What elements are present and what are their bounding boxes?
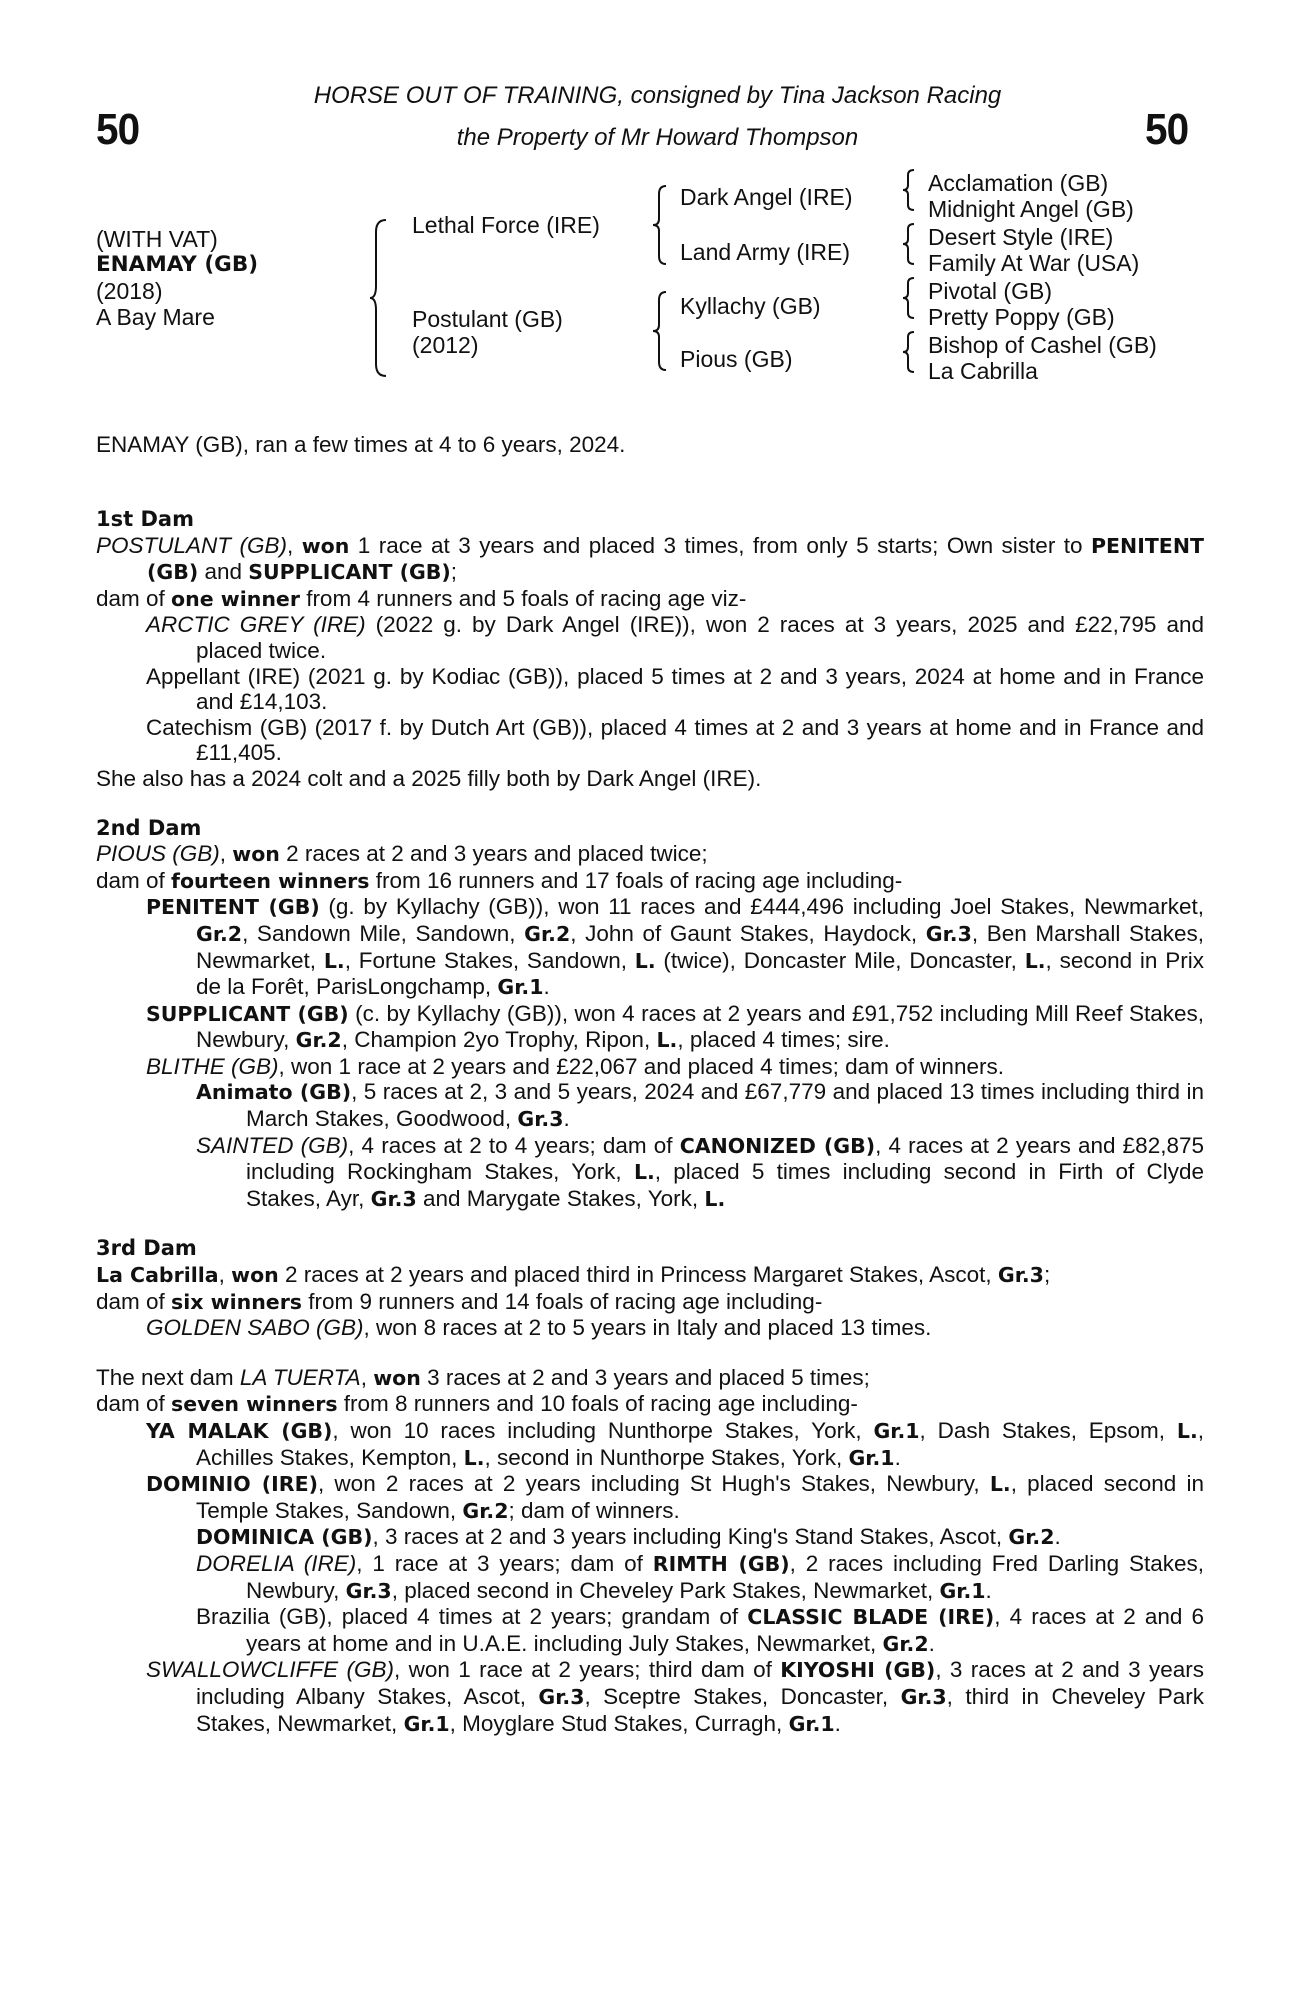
bold-text: seven winners bbox=[171, 1392, 338, 1417]
text-run: ; dam of winners. bbox=[508, 1497, 680, 1523]
text-run: , won 1 race at 2 years; third dam of bbox=[393, 1657, 781, 1683]
text-run: from 4 runners and 5 foals of racing age viz- bbox=[299, 585, 747, 611]
text-run: , bbox=[219, 841, 233, 867]
text-run: Appellant (IRE) (2021 g. by Kodiac (GB)), placed 5 times at 2 and 3 years, 2024 at home and in France and £14,103. bbox=[146, 663, 1204, 715]
bold-text: won bbox=[232, 842, 280, 867]
text-run: . bbox=[563, 1106, 570, 1132]
bold-text: Gr.2 bbox=[295, 1028, 342, 1053]
text-run: , second in Nunthorpe Stakes, York, bbox=[484, 1444, 849, 1470]
text-run: , Champion 2yo Trophy, Ripon, bbox=[341, 1027, 657, 1053]
bold-text: L. bbox=[634, 948, 656, 973]
bold-text: Gr.3 bbox=[370, 1186, 417, 1211]
text-run: (g. by Kyllachy (GB)), won 11 races and £444,496 including Joel Stakes, Newmarket, bbox=[319, 894, 1204, 920]
produce-entry bbox=[96, 1471, 1204, 1524]
text-run: ; bbox=[1043, 1262, 1051, 1288]
text-run: from 16 runners and 17 foals of racing age including- bbox=[369, 867, 903, 893]
bold-text: YA MALAK (GB) bbox=[146, 1419, 333, 1443]
text-run: , 3 races at 2 and 3 years including Albany Stakes, Ascot, bbox=[196, 1657, 1204, 1709]
text-run: , placed 5 times including second in Firth of Clyde Stakes, Ayr, bbox=[246, 1159, 1204, 1211]
text-run: , 4 races at 2 and 6 years at home and in U.A.E. including July Stakes, Newmarket, bbox=[246, 1604, 1205, 1656]
bold-text: Gr.2 bbox=[462, 1498, 509, 1523]
text-run: Catechism (GB) (2017 f. by Dutch Art (GB)), placed 4 times at 2 and 3 years at home and in France and £11,405. bbox=[146, 714, 1204, 766]
dam-section bbox=[96, 507, 1204, 792]
gen3-ancestor: Pivotal (GB) bbox=[928, 278, 1052, 304]
bold-text: one winner bbox=[171, 586, 300, 611]
bold-text: RIMTH (GB) bbox=[652, 1551, 790, 1576]
bold-text: Gr.3 bbox=[900, 1684, 947, 1709]
text-run: , bbox=[360, 1364, 374, 1390]
gen3-ancestor: Bishop of Cashel (GB) bbox=[928, 332, 1157, 358]
text-run: (c. by Kyllachy (GB)), won 4 races at 2 years and £91,752 including Mill Reef Stakes, Newbury, bbox=[196, 1000, 1205, 1053]
bold-text: PENITENT (GB) bbox=[146, 895, 320, 920]
dam-sire-name: Kyllachy (GB) bbox=[680, 293, 821, 319]
text-run: . bbox=[543, 974, 550, 1000]
produce-entry bbox=[96, 1657, 1204, 1737]
text-run: dam of bbox=[96, 585, 172, 611]
text-run: , won 10 races including Nunthorpe Stakes, York, bbox=[332, 1418, 874, 1443]
text-run: , Achilles Stakes, Kempton, bbox=[196, 1418, 1204, 1470]
text-run: , Fortune Stakes, Sandown, bbox=[344, 947, 635, 973]
produce-entry bbox=[96, 1001, 1204, 1054]
text-run: The next dam bbox=[96, 1364, 240, 1390]
horse-name: ENAMAY (GB) bbox=[96, 252, 259, 277]
text-run: , Dash Stakes, Epsom, bbox=[919, 1418, 1177, 1443]
text-run: from 9 runners and 14 foals of racing age including- bbox=[302, 1288, 823, 1314]
produce-entry bbox=[96, 1418, 1204, 1471]
text-run: , 1 race at 3 years; dam of bbox=[356, 1550, 653, 1576]
dam-dam-name: Pious (GB) bbox=[680, 346, 793, 372]
text-run: , bbox=[286, 532, 302, 558]
text-run: , Sceptre Stakes, Doncaster, bbox=[584, 1683, 901, 1709]
bold-text: Gr.3 bbox=[538, 1684, 585, 1709]
race-summary: ENAMAY (GB), ran a few times at 4 to 6 years, 2024. bbox=[96, 432, 626, 457]
text-run: 3 races at 2 and 3 years and placed 5 times; bbox=[420, 1364, 870, 1390]
dam-section bbox=[96, 816, 1204, 1213]
bold-text: won bbox=[373, 1365, 421, 1390]
brace-sire bbox=[650, 184, 670, 266]
italic-text: GOLDEN SABO (GB) bbox=[146, 1315, 364, 1341]
produce-entry bbox=[96, 868, 1204, 895]
produce-entry bbox=[96, 766, 1204, 792]
produce-record bbox=[96, 507, 1204, 1737]
italic-text: DORELIA (IRE) bbox=[196, 1550, 357, 1576]
bold-text: DOMINIO (IRE) bbox=[146, 1472, 318, 1497]
text-run: , 3 races at 2 and 3 years including King's Stand Stakes, Ascot, bbox=[372, 1524, 1009, 1550]
text-run: , won 8 races at 2 to 5 years in Italy and placed 13 times. bbox=[363, 1315, 932, 1341]
text-run: , 5 races at 2, 3 and 5 years, 2024 and £67,779 and placed 13 times including third in March Stakes, Goodwood, bbox=[246, 1079, 1204, 1132]
property-line: the Property of Mr Howard Thompson bbox=[456, 124, 859, 151]
bold-text: Animato (GB) bbox=[196, 1080, 352, 1105]
text-run: , won 2 races at 2 years including St Hugh's Stakes, Newbury, bbox=[317, 1471, 990, 1497]
bold-text: Gr.2 bbox=[882, 1631, 929, 1656]
bold-text: SUPPLICANT (GB) bbox=[248, 560, 451, 585]
dam-year: (2012) bbox=[412, 332, 479, 358]
italic-text: POSTULANT (GB) bbox=[96, 532, 287, 558]
bold-text: Gr.1 bbox=[403, 1711, 450, 1736]
text-run: , 2 races including Fred Darling Stakes, Newbury, bbox=[246, 1550, 1204, 1603]
gen3-ancestor: Desert Style (IRE) bbox=[928, 224, 1114, 250]
text-run: , John of Gaunt Stakes, Haydock, bbox=[570, 920, 926, 946]
brace-g3-3 bbox=[900, 276, 918, 320]
text-run: . bbox=[928, 1630, 935, 1656]
italic-text: SAINTED (GB) bbox=[196, 1132, 349, 1158]
text-run: , placed 4 times; sire. bbox=[677, 1027, 890, 1053]
text-run: from 8 runners and 10 foals of racing age including- bbox=[337, 1391, 858, 1417]
gen3-ancestor: Acclamation (GB) bbox=[928, 170, 1109, 196]
text-run: (twice), Doncaster Mile, Doncaster, bbox=[655, 947, 1025, 973]
bold-text: Gr.3 bbox=[925, 921, 972, 946]
bold-text: Gr.1 bbox=[939, 1578, 986, 1603]
section-gap bbox=[96, 1341, 1204, 1365]
bold-text: L. bbox=[633, 1160, 655, 1185]
bold-text: won bbox=[231, 1263, 279, 1288]
bold-text: CLASSIC BLADE (IRE) bbox=[747, 1605, 995, 1630]
brace-g3-1 bbox=[900, 168, 918, 212]
produce-entry bbox=[96, 1262, 1204, 1289]
text-run: , Ben Marshall Stakes, Newmarket, bbox=[196, 920, 1204, 973]
italic-text: PIOUS (GB) bbox=[96, 841, 220, 867]
bold-text: DOMINICA (GB) bbox=[196, 1525, 373, 1550]
text-run: She also has a 2024 colt and a 2025 filly both by Dark Angel (IRE). bbox=[96, 765, 762, 791]
text-run: , placed second in Temple Stakes, Sandown, bbox=[196, 1471, 1204, 1523]
bold-text: Gr.1 bbox=[873, 1419, 920, 1443]
text-run: and Marygate Stakes, York, bbox=[416, 1185, 705, 1211]
section-gap bbox=[96, 792, 1204, 816]
produce-entry bbox=[96, 1551, 1204, 1604]
produce-entry bbox=[96, 1604, 1204, 1657]
bold-text: L. bbox=[1176, 1419, 1198, 1443]
text-run: 2 races at 2 years and placed third in Princess Margaret Stakes, Ascot, bbox=[278, 1262, 998, 1288]
gen3-ancestor: Midnight Angel (GB) bbox=[928, 196, 1134, 222]
bold-text: L. bbox=[989, 1472, 1011, 1497]
text-run: . bbox=[894, 1444, 901, 1470]
produce-entry bbox=[96, 1079, 1204, 1132]
produce-entry bbox=[96, 1315, 1204, 1341]
text-run: dam of bbox=[96, 867, 172, 893]
vat-label: (WITH VAT) bbox=[96, 226, 218, 252]
brace-g3-4 bbox=[900, 330, 918, 374]
bold-text: fourteen winners bbox=[171, 868, 370, 893]
dam-section-heading: 2nd Dam bbox=[96, 815, 202, 840]
text-run: . bbox=[985, 1577, 992, 1603]
dam-section-heading: 1st Dam bbox=[96, 507, 194, 531]
bold-text: L. bbox=[704, 1186, 726, 1211]
bold-text: La Cabrilla bbox=[96, 1263, 219, 1288]
produce-entry bbox=[96, 533, 1204, 586]
dam-section bbox=[96, 1236, 1204, 1340]
dam-section bbox=[96, 1365, 1204, 1737]
text-run: , won 1 race at 2 years and £22,067 and placed 4 times; dam of winners. bbox=[278, 1053, 1004, 1079]
produce-entry bbox=[96, 1365, 1204, 1392]
bold-text: Gr.2 bbox=[196, 921, 243, 946]
italic-text: BLITHE (GB) bbox=[146, 1053, 279, 1079]
bold-text: L. bbox=[656, 1028, 678, 1053]
bold-text: L. bbox=[323, 948, 345, 973]
text-run: dam of bbox=[96, 1391, 172, 1417]
lot-number-right: 50 bbox=[1145, 105, 1189, 154]
bold-text: Gr.2 bbox=[524, 921, 571, 946]
text-run: . bbox=[1054, 1524, 1061, 1550]
gen3-ancestor: La Cabrilla bbox=[928, 358, 1038, 384]
produce-entry bbox=[96, 715, 1204, 766]
horse-year: (2018) bbox=[96, 278, 163, 304]
bold-text: Gr.3 bbox=[517, 1107, 564, 1132]
bold-text: Gr.3 bbox=[997, 1263, 1044, 1288]
sire-dam-name: Land Army (IRE) bbox=[680, 239, 850, 265]
text-run: 2 races at 2 and 3 years and placed twice; bbox=[279, 841, 708, 867]
bold-text: L. bbox=[463, 1445, 485, 1470]
produce-entry bbox=[96, 1054, 1204, 1080]
produce-entry bbox=[96, 1133, 1204, 1213]
text-run: , bbox=[218, 1262, 232, 1288]
bold-text: PENITENT (GB) bbox=[147, 533, 1204, 585]
bold-text: Gr.1 bbox=[848, 1445, 895, 1470]
produce-entry bbox=[96, 1289, 1204, 1316]
produce-entry bbox=[96, 1524, 1204, 1551]
text-run: , second in Prix de la Forêt, ParisLongchamp, bbox=[196, 947, 1204, 1000]
text-run: 1 race at 3 years and placed 3 times, from only 5 starts; Own sister to bbox=[349, 532, 1092, 558]
bold-text: Gr.1 bbox=[497, 975, 544, 1000]
bold-text: Gr.2 bbox=[1008, 1525, 1055, 1550]
dam-name: Postulant (GB) bbox=[412, 306, 563, 332]
bold-text: six winners bbox=[171, 1289, 303, 1314]
text-run: , 4 races at 2 years and £82,875 including Rockingham Stakes, York, bbox=[246, 1132, 1204, 1185]
italic-text: ARCTIC GREY (IRE) bbox=[146, 612, 366, 638]
text-run: (2022 g. by Dark Angel (IRE)), won 2 races at 3 years, 2025 and £22,795 and placed twice. bbox=[196, 612, 1204, 663]
text-run: dam of bbox=[96, 1288, 172, 1314]
consignor-line: HORSE OUT OF TRAINING, consigned by Tina Jackson Racing bbox=[313, 82, 1002, 109]
text-run: , third in Cheveley Park Stakes, Newmarket, bbox=[196, 1683, 1204, 1736]
lot-number-left: 50 bbox=[96, 105, 140, 154]
bold-text: SUPPLICANT (GB) bbox=[146, 1001, 349, 1026]
dam-section-heading: 3rd Dam bbox=[96, 1236, 197, 1261]
text-run: Brazilia (GB), placed 4 times at 2 years; grandam of bbox=[196, 1604, 748, 1630]
brace-gen1 bbox=[368, 218, 390, 378]
produce-entry bbox=[96, 664, 1204, 715]
gen3-ancestor: Family At War (USA) bbox=[928, 250, 1140, 276]
section-gap bbox=[96, 1212, 1204, 1236]
produce-entry bbox=[96, 1391, 1204, 1418]
brace-g3-2 bbox=[900, 222, 918, 266]
bold-text: KIYOSHI (GB) bbox=[780, 1658, 936, 1683]
sire-sire-name: Dark Angel (IRE) bbox=[680, 184, 853, 210]
produce-entry bbox=[96, 586, 1204, 613]
sire-name: Lethal Force (IRE) bbox=[412, 212, 600, 238]
text-run: , Sandown Mile, Sandown, bbox=[242, 920, 525, 946]
bold-text: Gr.1 bbox=[788, 1711, 835, 1736]
bold-text: L. bbox=[1024, 948, 1046, 973]
text-run: and bbox=[198, 559, 249, 585]
produce-entry bbox=[96, 841, 1204, 868]
brace-dam bbox=[650, 290, 670, 372]
text-run: . bbox=[834, 1710, 841, 1736]
bold-text: CANONIZED (GB) bbox=[679, 1133, 876, 1158]
italic-text: LA TUERTA bbox=[239, 1364, 361, 1390]
text-run: , 4 races at 2 to 4 years; dam of bbox=[348, 1132, 680, 1158]
produce-entry bbox=[96, 612, 1204, 663]
bold-text: won bbox=[301, 533, 350, 558]
produce-entry bbox=[96, 894, 1204, 1000]
horse-description: A Bay Mare bbox=[96, 304, 215, 330]
text-run: , Moyglare Stud Stakes, Curragh, bbox=[449, 1710, 789, 1736]
text-run: , placed second in Cheveley Park Stakes, Newmarket, bbox=[391, 1577, 940, 1603]
bold-text: Gr.3 bbox=[345, 1578, 392, 1603]
text-run: ; bbox=[450, 559, 458, 585]
italic-text: SWALLOWCLIFFE (GB) bbox=[146, 1657, 394, 1683]
gen3-ancestor: Pretty Poppy (GB) bbox=[928, 304, 1115, 330]
